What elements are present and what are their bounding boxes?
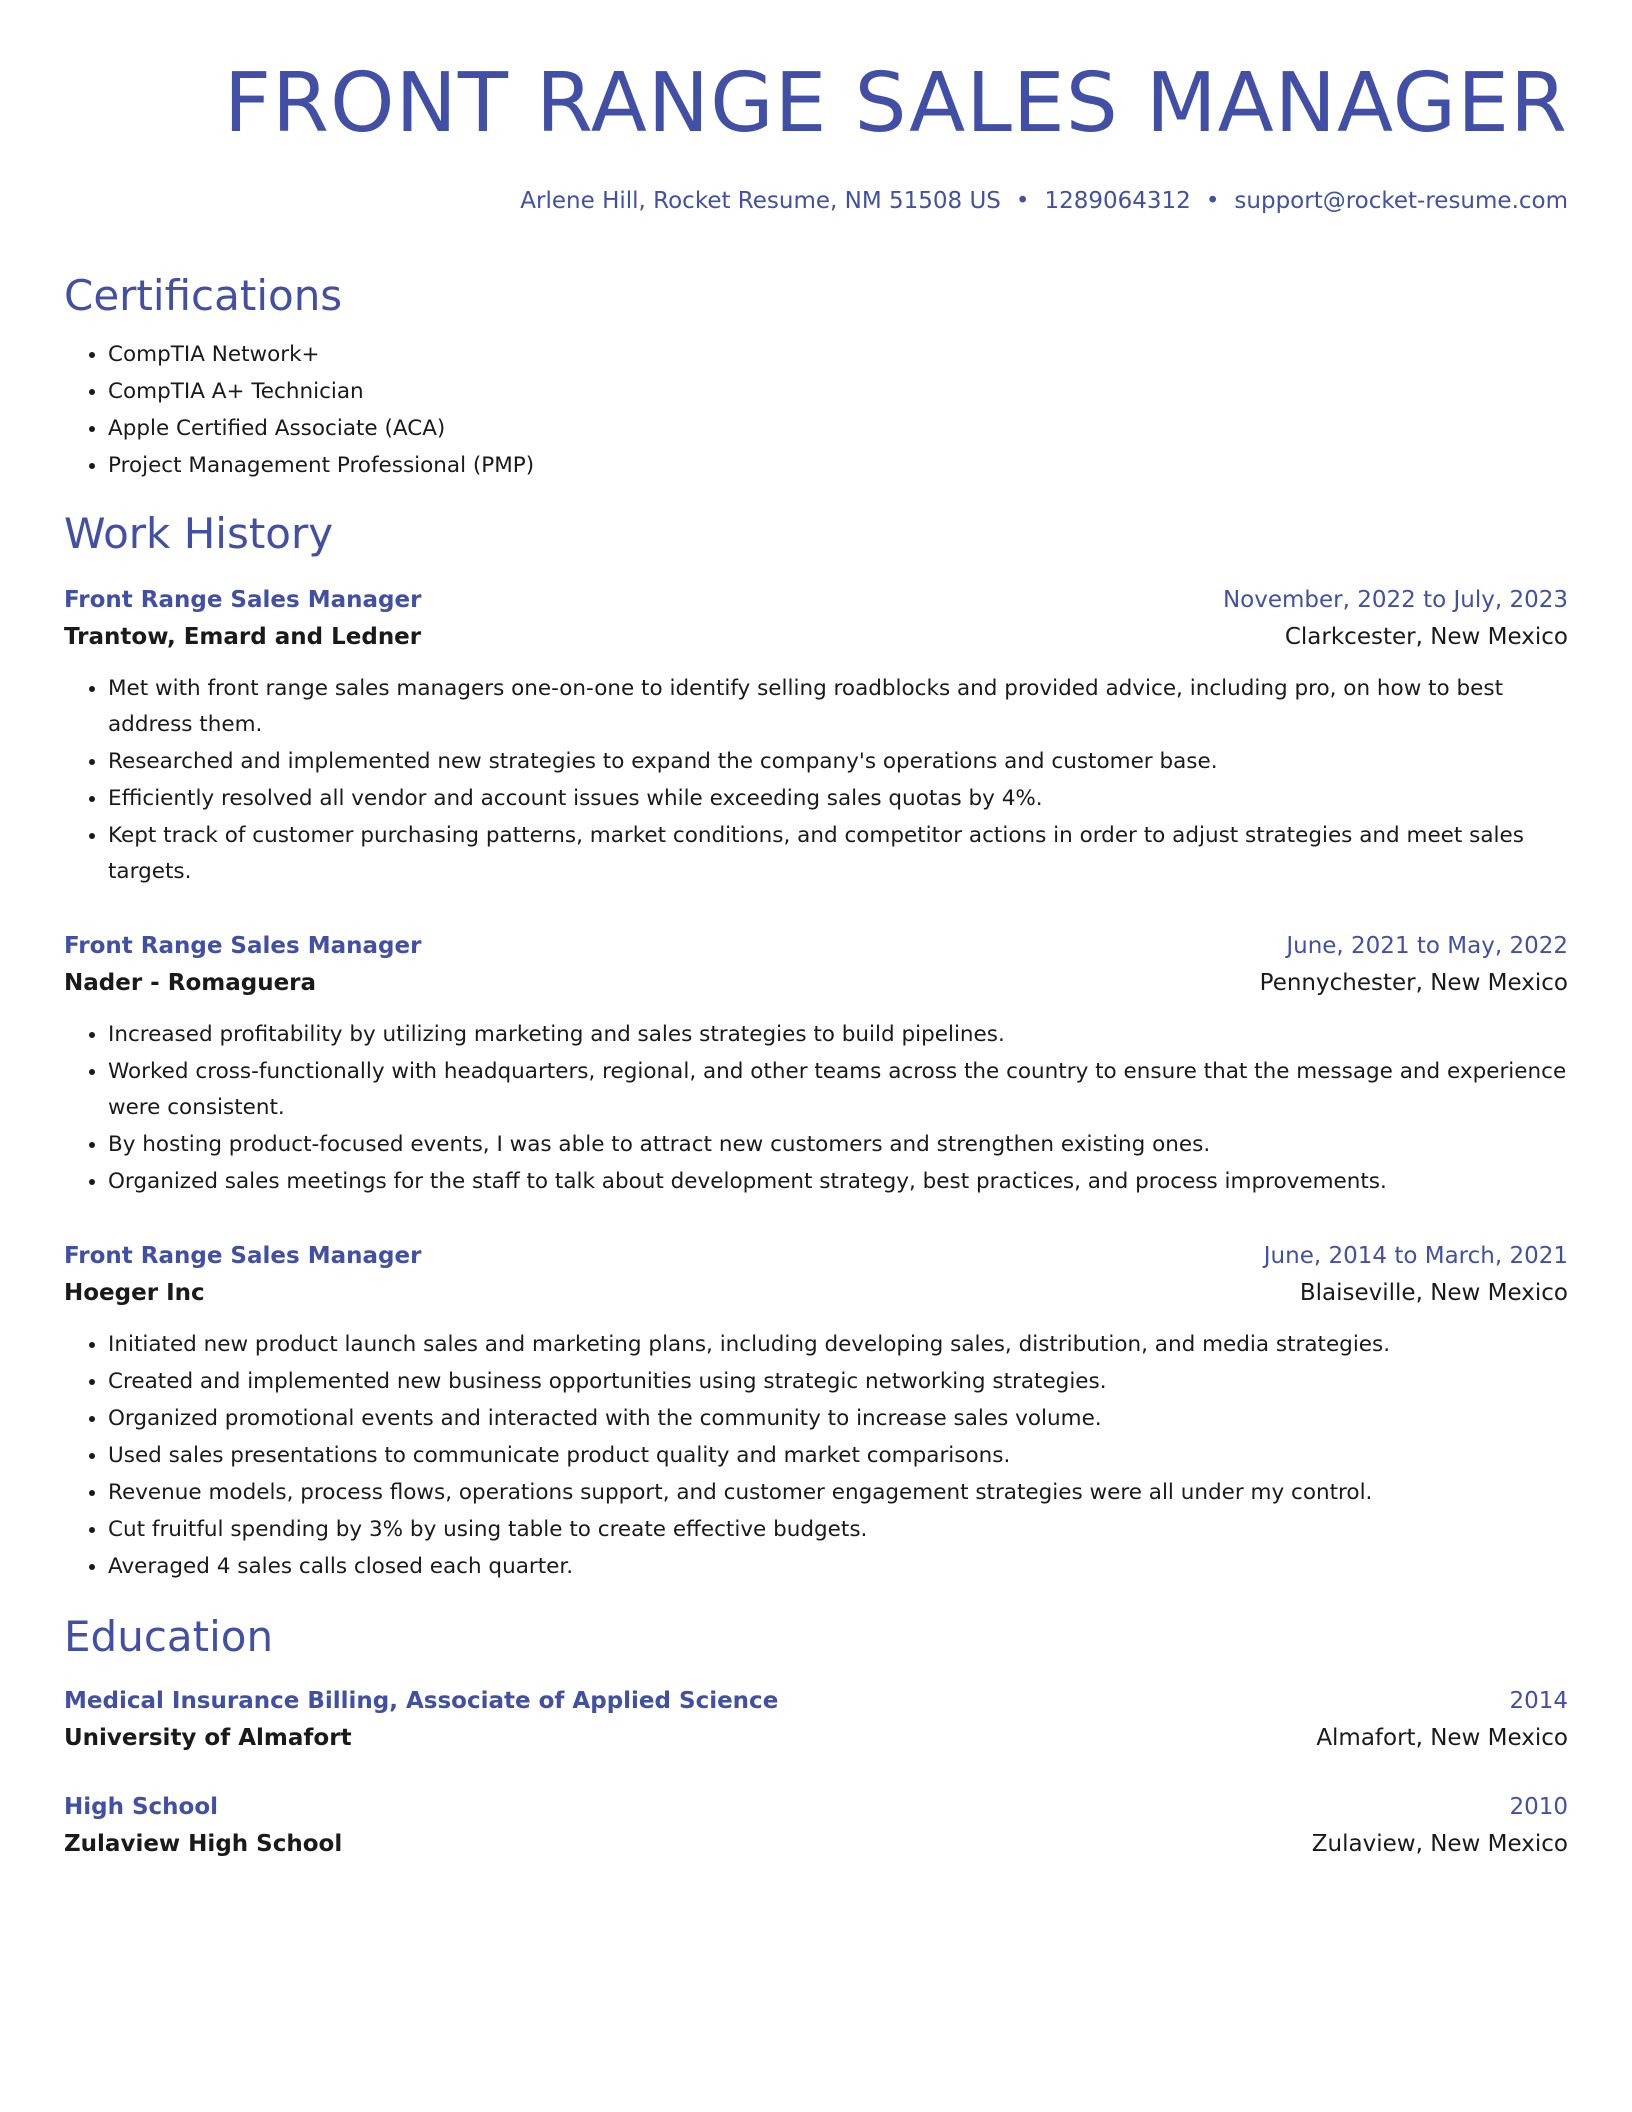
- contact-phone: 1289064312: [1044, 188, 1191, 214]
- job-bullet: • Averaged 4 sales calls closed each quarter.: [108, 1548, 1568, 1585]
- job-title: Front Range Sales Manager: [64, 1243, 422, 1269]
- work-history-heading: Work History: [64, 509, 334, 558]
- job-header: [64, 928, 1568, 964]
- job-subheader: [64, 618, 1568, 656]
- job-bullet: • Efficiently resolved all vendor and account issues while exceeding sales quotas by 4%.: [108, 780, 1568, 817]
- job-bullet: • Revenue models, process flows, operations support, and customer engagement strategies were all under my control.: [108, 1474, 1568, 1511]
- contact-email[interactable]: support@rocket-resume.com: [1234, 188, 1568, 214]
- education-degree: High School: [64, 1794, 219, 1820]
- job-location: Clarkcester, New Mexico: [1284, 624, 1568, 650]
- job-dates: June, 2014 to March, 2021: [1263, 1243, 1568, 1269]
- education-year: 2014: [1509, 1688, 1568, 1714]
- education-entry: [64, 1683, 1568, 1757]
- job-subheader: [64, 964, 1568, 1002]
- job-bullet: • Met with front range sales managers one-on-one to identify selling roadblocks and provided advice, including pro, on how to best address them.: [108, 670, 1568, 743]
- contact-line: [64, 186, 1568, 216]
- resume-header: [64, 56, 1568, 216]
- certifications-heading: Certifications: [64, 271, 343, 320]
- job-bullets: [64, 1326, 1568, 1585]
- education-location: Almafort, New Mexico: [1316, 1725, 1568, 1751]
- contact-address: Arlene Hill, Rocket Resume, NM 51508 US: [520, 188, 1001, 214]
- job-bullet: • By hosting product-focused events, I was able to attract new customers and strengthen existing ones.: [108, 1126, 1568, 1163]
- job-bullets: [64, 1016, 1568, 1200]
- education-school: University of Almafort: [64, 1725, 352, 1751]
- job-bullets: [64, 670, 1568, 890]
- job-bullet: • Organized promotional events and interacted with the community to increase sales volume.: [108, 1400, 1568, 1437]
- education-subheader: [64, 1825, 1568, 1863]
- education-entry: [64, 1789, 1568, 1863]
- job-bullet: • Increased profitability by utilizing marketing and sales strategies to build pipelines.: [108, 1016, 1568, 1053]
- job-entry: [64, 582, 1568, 890]
- education-location: Zulaview, New Mexico: [1311, 1831, 1568, 1857]
- job-bullet: • Cut fruitful spending by 3% by using table to create effective budgets.: [108, 1511, 1568, 1548]
- job-bullet: • Organized sales meetings for the staff to talk about development strategy, best practices, and process improvements.: [108, 1163, 1568, 1200]
- certification-item: • Project Management Professional (PMP): [108, 447, 1568, 484]
- job-entry: [64, 1238, 1568, 1585]
- education-heading: Education: [64, 1612, 274, 1661]
- job-dates: June, 2021 to May, 2022: [1286, 933, 1568, 959]
- education-year: 2010: [1509, 1794, 1568, 1820]
- job-title: Front Range Sales Manager: [64, 587, 422, 613]
- job-entry: [64, 928, 1568, 1200]
- education-subheader: [64, 1719, 1568, 1757]
- job-header: [64, 582, 1568, 618]
- certifications-list: [64, 336, 1568, 484]
- job-header: [64, 1238, 1568, 1274]
- job-location: Blaiseville, New Mexico: [1299, 1280, 1568, 1306]
- job-bullet: • Kept track of customer purchasing patterns, market conditions, and competitor actions in order to adjust strategies and meet sales targets.: [108, 817, 1568, 890]
- job-bullet: • Initiated new product launch sales and marketing plans, including developing sales, distribution, and media strategies.: [108, 1326, 1568, 1363]
- job-subheader: [64, 1274, 1568, 1312]
- job-title: Front Range Sales Manager: [64, 933, 422, 959]
- education-header: [64, 1789, 1568, 1825]
- certification-item: • CompTIA A+ Technician: [108, 373, 1568, 410]
- job-location: Pennychester, New Mexico: [1259, 970, 1568, 996]
- education-header: [64, 1683, 1568, 1719]
- education-school: Zulaview High School: [64, 1831, 343, 1857]
- contact-separator: •: [1015, 188, 1030, 214]
- contact-separator: •: [1205, 188, 1220, 214]
- education-degree: Medical Insurance Billing, Associate of Applied Science: [64, 1688, 779, 1714]
- job-bullet: • Used sales presentations to communicate product quality and market comparisons.: [108, 1437, 1568, 1474]
- job-company: Hoeger Inc: [64, 1280, 205, 1306]
- job-dates: November, 2022 to July, 2023: [1222, 587, 1568, 613]
- job-bullet: • Researched and implemented new strategies to expand the company's operations and customer base.: [108, 743, 1568, 780]
- certification-item: • Apple Certified Associate (ACA): [108, 410, 1568, 447]
- resume-title: FRONT RANGE SALES MANAGER: [223, 56, 1568, 151]
- job-company: Nader - Romaguera: [64, 970, 317, 996]
- certification-item: • CompTIA Network+: [108, 336, 1568, 373]
- job-bullet: • Created and implemented new business opportunities using strategic networking strategies.: [108, 1363, 1568, 1400]
- job-bullet: • Worked cross-functionally with headquarters, regional, and other teams across the country to ensure that the message and experience were consistent.: [108, 1053, 1568, 1126]
- job-company: Trantow, Emard and Ledner: [64, 624, 422, 650]
